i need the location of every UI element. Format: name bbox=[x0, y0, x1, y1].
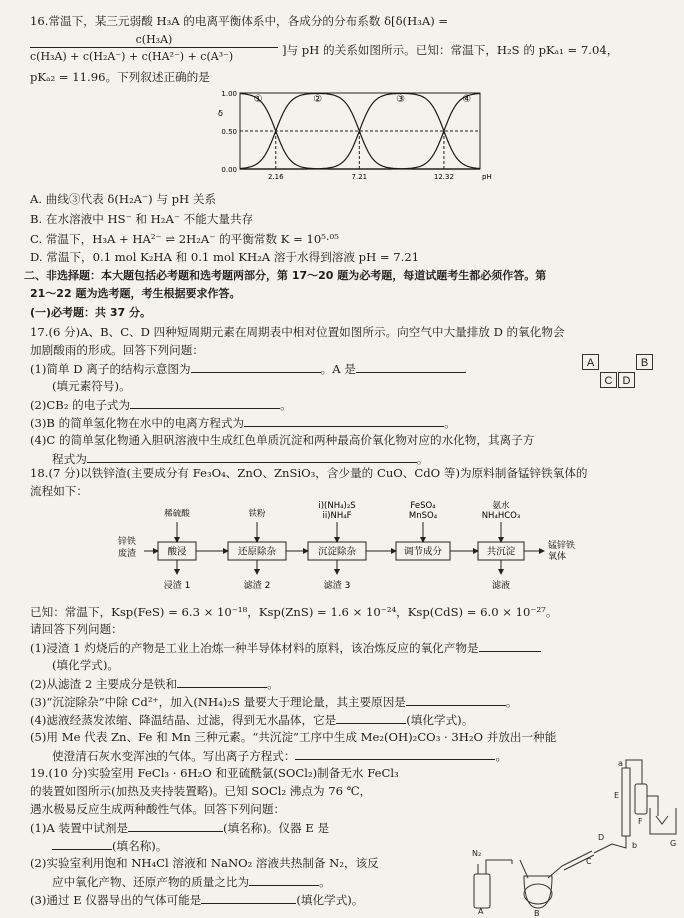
q17-p3-answer-blank[interactable] bbox=[244, 415, 444, 427]
label-f: F bbox=[638, 817, 643, 826]
flow-reagent-2-1: ii)NH₄F bbox=[322, 511, 352, 521]
flow-reagent-4-0: 氨水 bbox=[492, 501, 510, 511]
flow-step-0: 酸浸 bbox=[167, 546, 187, 558]
grid-cell-b: B bbox=[636, 354, 653, 370]
fraction-numerator: c(H₃A) bbox=[135, 33, 173, 46]
q17-p1-text-b: 。A 是 bbox=[320, 362, 356, 376]
q19-part2: (2)实验室利用饱和 NH₄Cl 溶液和 NaNO₂ 溶液共热制备 N₂，该反 bbox=[30, 856, 379, 870]
q16-option-d: D. 常温下，0.1 mol K₂HA 和 0.1 mol KH₂A 溶于水得到溶液 pH = 7.21 bbox=[30, 250, 420, 264]
q17-part3: (3)B 的简单氢化物在水中的电离方程式为 。 bbox=[30, 416, 456, 430]
x-tick-0: 2.16 bbox=[267, 173, 284, 181]
flow-step-3: 调节成分 bbox=[403, 546, 443, 558]
flow-reagent-0-0: 稀硫酸 bbox=[164, 509, 190, 519]
q18-p5-answer-blank[interactable] bbox=[295, 748, 495, 760]
y-tick-2: 0.00 bbox=[221, 166, 237, 174]
flow-reagent-3-0: FeSO₄ bbox=[410, 501, 436, 511]
q19-p1-note: (填名称)。 bbox=[112, 839, 168, 853]
q19-p2-text-b: 应中氧化产物、还原产物的质量之比为 bbox=[52, 875, 250, 889]
periodic-position-grid bbox=[582, 354, 654, 392]
q17-part4: (4)C 的简单氢化物通入胆矾溶液中生成红色单质沉淀和两种最高价氧化物对应的水化物，其离子方 bbox=[30, 433, 535, 447]
q16-option-b: B. 在水溶液中 HS⁻ 和 H₂A⁻ 不能大量共存 bbox=[30, 212, 254, 226]
q19-stem-line3: 遇水极易反应生成两种酸性气体。回答下列问题： bbox=[30, 802, 286, 816]
flow-product-1: 氧体 bbox=[548, 552, 567, 562]
distribution-chart bbox=[210, 87, 500, 187]
q17-stem-line2: 加剧酸雨的形成。回答下列问题： bbox=[30, 343, 204, 357]
q17-p1-answer-blank[interactable] bbox=[191, 361, 321, 373]
section2-title-line1: 二、非选择题：本大题包括必考题和选考题两部分，第 17～20 题为必考题，每道试题考生都必须作答。第 bbox=[24, 269, 547, 282]
grid-cell-c: C bbox=[600, 372, 617, 388]
flow-step-4: 共沉淀 bbox=[486, 546, 516, 558]
y-tick-0: 1.00 bbox=[221, 90, 237, 98]
q17-p1-note: (填元素符号)。 bbox=[52, 379, 131, 393]
q18-stem-line1: 18.(7 分)以铁锌渣(主要成分有 Fe₃O₄、ZnO、ZnSiO₃，含少量的 CuO、CdO 等)为原料制备锰锌铁氧体的 bbox=[30, 466, 588, 480]
q18-known: 已知：常温下，Ksp(FeS) = 6.3 × 10⁻¹⁸，Ksp(ZnS) = 1.6 × 10⁻²⁴，Ksp(CdS) = 6.0 × 10⁻²⁷。 bbox=[30, 605, 558, 619]
q19-stem-line1: 19.(10 分)实验室用 FeCl₃ · 6H₂O 和亚硫酰氯(SOCl₂)制备无水 FeCl₃ bbox=[30, 766, 399, 780]
flow-start-0: 锌铁 bbox=[118, 537, 137, 547]
label-a: A bbox=[478, 907, 484, 916]
x-axis-label: pH bbox=[482, 173, 492, 181]
flow-residue-0: 浸渣 1 bbox=[163, 581, 191, 591]
q18-p4-answer-blank[interactable] bbox=[336, 712, 406, 724]
flow-start-1: 废渣 bbox=[118, 549, 137, 559]
q16-stem-line3: pKₐ₂ = 11.96。下列叙述正确的是 bbox=[30, 70, 210, 84]
label-b: B bbox=[534, 909, 540, 916]
section2-title-line2: 21～22 题为选考题，考生根据要求作答。 bbox=[30, 287, 241, 300]
label-d: D bbox=[598, 833, 605, 842]
y-axis-label: δ bbox=[218, 108, 223, 118]
flow-step-2: 沉淀除杂 bbox=[317, 546, 357, 558]
flow-reagent-3-1: MnSO₄ bbox=[408, 511, 438, 521]
q17-p4-text-b: 程式为 bbox=[52, 452, 87, 466]
q16-stem-line2: ]与 pH 的关系如图所示。已知：常温下，H₂S 的 pKₐ₁ = 7.04， bbox=[282, 43, 619, 57]
apparatus-diagram bbox=[472, 756, 682, 916]
grid-cell-a: A bbox=[582, 354, 599, 370]
q18-part2: (2)从滤渣 2 主要成分是铁和 。 bbox=[30, 677, 279, 691]
q18-p2-text: (2)从滤渣 2 主要成分是铁和 bbox=[30, 677, 178, 691]
label-b-small: b bbox=[632, 841, 638, 850]
q18-part4 bbox=[30, 712, 473, 727]
required-heading: (一)必考题：共 37 分。 bbox=[30, 306, 152, 319]
q19-part1 bbox=[30, 820, 329, 835]
q17-p1-text: (1)简单 D 离子的结构示意图为 bbox=[30, 362, 191, 376]
q19-part2-b: 应中氧化产物、还原产物的质量之比为 。 bbox=[52, 875, 331, 889]
q17-p1-answer-blank-2[interactable] bbox=[356, 361, 466, 373]
curve-label-1: ① bbox=[253, 94, 263, 106]
label-c: C bbox=[586, 857, 592, 866]
q18-p2-answer-blank[interactable] bbox=[177, 676, 267, 688]
q17-p3-text: (3)B 的简单氢化物在水中的电离方程式为 bbox=[30, 416, 245, 430]
q19-p1-text: (1)A 装置中试剂是 bbox=[30, 821, 129, 835]
flow-reagent-2-0: i)(NH₄)₂S bbox=[318, 501, 356, 511]
q18-part5-b: 使澄清石灰水变浑浊的气体。写出离子方程式： 。 bbox=[52, 749, 508, 763]
q18-p4-text: (4)滤液经蒸发浓缩、降温结晶、过滤，得到无水晶体，它是 bbox=[30, 713, 337, 727]
q19-stem-line2: 的装置如图所示(加热及夹持装置略)。已知 SOCl₂ 沸点为 76 ℃， bbox=[30, 784, 372, 798]
q19-p3-text-b: (填化学式)。 bbox=[296, 893, 364, 907]
q16-option-a: A. 曲线③代表 δ(H₂A⁻) 与 pH 关系 bbox=[30, 192, 217, 206]
q18-ask: 请回答下列问题： bbox=[30, 622, 123, 636]
q18-part3: (3)“沉淀除杂”中除 Cd²⁺，加入(NH₄)₂S 量要大于理论量，其主要原因是 。 bbox=[30, 695, 518, 709]
x-tick-2: 12.32 bbox=[433, 173, 454, 181]
label-e: E bbox=[614, 791, 620, 800]
label-a-small: a bbox=[618, 759, 623, 768]
curve-label-2: ② bbox=[313, 94, 323, 106]
y-tick-1: 0.50 bbox=[221, 128, 237, 136]
q17-stem-line1: 17.(6 分)A、B、C、D 四种短周期元素在周期表中相对位置如图所示。向空气中大量排放 D 的氧化物会 bbox=[30, 325, 565, 339]
q18-stem-line2: 流程如下： bbox=[30, 484, 88, 498]
q16-stem-line1: 16.常温下，某三元弱酸 H₃A 的电离平衡体系中，各成分的分布系数 δ[δ(H₃A) = bbox=[30, 14, 449, 28]
q18-p5-text-b: 使澄清石灰水变浑浊的气体。写出离子方程式： bbox=[52, 749, 296, 763]
q18-p3-answer-blank[interactable] bbox=[406, 694, 506, 706]
curve-label-3: ③ bbox=[396, 94, 406, 106]
q17-p2-answer-blank[interactable] bbox=[130, 397, 280, 409]
label-n2: N₂ bbox=[472, 849, 482, 858]
grid-cell-d: D bbox=[618, 372, 635, 388]
fraction-denominator: c(H₃A) + c(H₂A⁻) + c(HA²⁻) + c(A³⁻) bbox=[30, 50, 234, 63]
q19-p1-text-b: (填名称)。仪器 E 是 bbox=[223, 821, 330, 835]
q16-option-c: C. 常温下，H₃A + HA²⁻ ⇌ 2H₂A⁻ 的平衡常数 K = 10⁵·⁰⁵ bbox=[30, 232, 339, 246]
q19-part3 bbox=[30, 892, 363, 907]
q18-p3-text: (3)“沉淀除杂”中除 Cd²⁺，加入(NH₄)₂S 量要大于理论量，其主要原因是 bbox=[30, 695, 406, 709]
q18-part1 bbox=[30, 640, 541, 655]
q18-p1-note: (填化学式)。 bbox=[52, 658, 120, 672]
label-g: G bbox=[670, 839, 677, 848]
q17-part2: (2)CB₂ 的电子式为 。 bbox=[30, 398, 292, 412]
q17-p4-answer-blank[interactable] bbox=[87, 451, 417, 463]
x-tick-1: 7.21 bbox=[351, 173, 368, 181]
q19-p3-text: (3)通过 E 仪器导出的气体可能是 bbox=[30, 893, 202, 907]
q18-part5: (5)用 Me 代表 Zn、Fe 和 Mn 三种元素。“共沉淀”工序中生成 Me₂(OH)₂CO₃ · 3H₂O 并放出一种能 bbox=[30, 730, 557, 744]
flow-residue-1: 滤渣 2 bbox=[243, 581, 271, 591]
flow-product-0: 锰锌铁 bbox=[548, 541, 576, 551]
q17-p2-text: (2)CB₂ 的电子式为 bbox=[30, 398, 131, 412]
q18-p4-text-b: (填化学式)。 bbox=[406, 713, 474, 727]
q18-p1-text: (1)浸渣 1 灼烧后的产物是工业上冶炼一种半导体材料的原料，该冶炼反应的氧化产物是 bbox=[30, 641, 479, 655]
q19-p2-answer-blank[interactable] bbox=[249, 874, 319, 886]
q19-p1-answer-blank-2[interactable] bbox=[52, 838, 112, 850]
q19-p1-answer-blank[interactable] bbox=[128, 820, 223, 832]
q18-p1-answer-blank[interactable] bbox=[479, 640, 541, 652]
q19-p1-line2 bbox=[52, 838, 167, 853]
flow-reagent-1-0: 铁粉 bbox=[248, 509, 266, 519]
q19-p3-answer-blank[interactable] bbox=[201, 892, 296, 904]
curve-label-4: ④ bbox=[462, 94, 472, 106]
flow-residue-2: 滤渣 3 bbox=[323, 581, 351, 591]
flow-residue-4: 滤液 bbox=[491, 581, 511, 591]
flow-reagent-4-1: NH₄HCO₃ bbox=[481, 511, 521, 521]
q17-part4-b: 程式为 。 bbox=[52, 452, 429, 466]
flow-step-1: 还原除杂 bbox=[237, 546, 277, 558]
distribution-fraction bbox=[30, 33, 278, 63]
q17-part1 bbox=[30, 361, 466, 376]
process-flowchart bbox=[110, 500, 650, 600]
